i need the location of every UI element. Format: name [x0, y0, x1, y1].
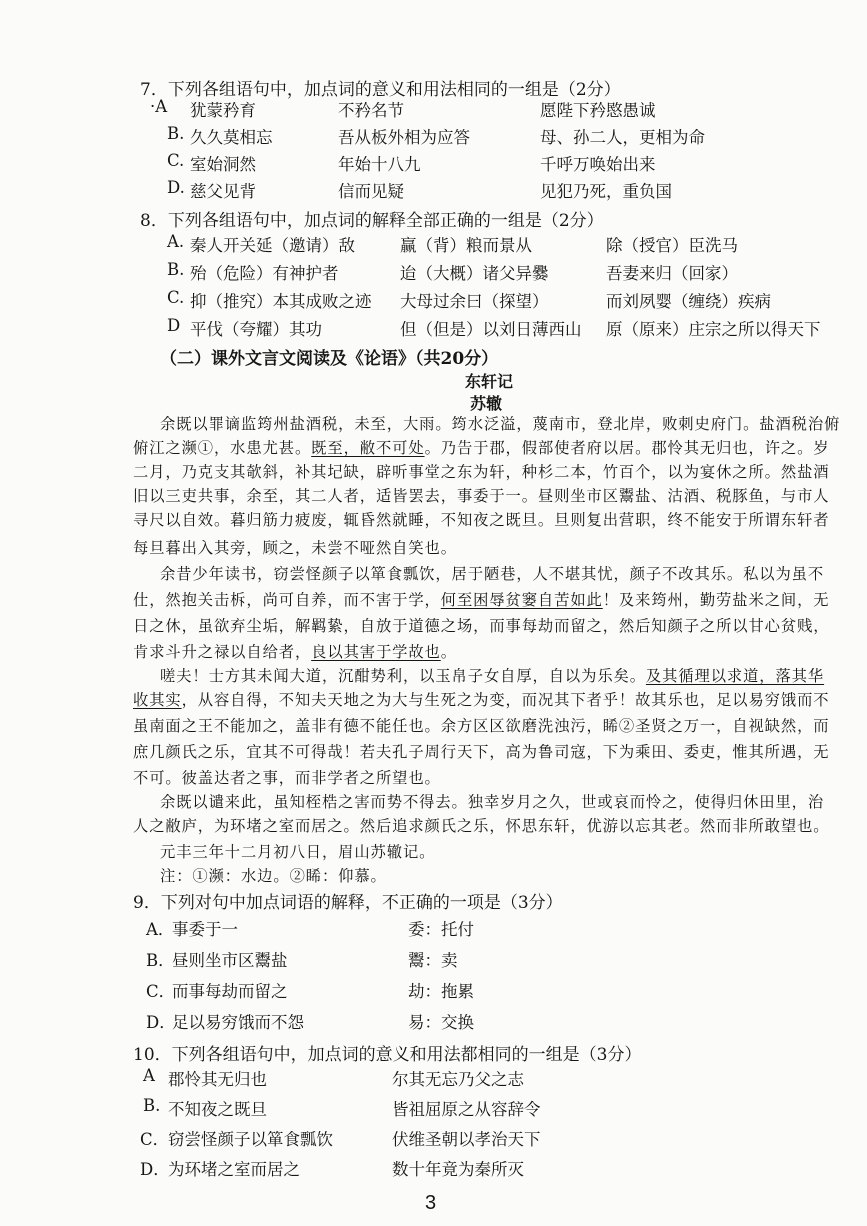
- option-label: C.: [167, 288, 185, 307]
- option-text-3: 愿陛下矜愍愚诚: [540, 101, 656, 120]
- q8-title: 8．下列各组语句中，加点词的解释全部正确的一组是（2分）: [140, 211, 604, 231]
- option-text-1: 郡怜其无归也: [168, 1070, 267, 1089]
- option-label: A．: [146, 920, 175, 939]
- passage-notes: 注：①濒：水边。②睎：仰慕。: [160, 867, 387, 885]
- option-text-1: 久久莫相忘: [190, 128, 273, 147]
- passage-text: 肯求斗升之禄以自给者，: [133, 643, 312, 661]
- option-text-2: 委：托付: [408, 920, 474, 939]
- option-text-2: 皆祖屈原之从容辞令: [392, 1100, 541, 1119]
- option-label: D: [167, 316, 181, 335]
- option-label: D．: [146, 1013, 176, 1032]
- option-text-3: 千呼万唤始出来: [540, 155, 656, 174]
- passage-line: [133, 640, 457, 662]
- option-text-2: 迨（大概）诸父异爨: [400, 264, 549, 283]
- passage-underlined-text: 收其实: [133, 691, 182, 709]
- q9-title: 9．下列对句中加点词语的解释，不正确的一项是（3分）: [133, 893, 563, 913]
- option-text-2: 年始十八九: [338, 155, 421, 174]
- option-text-2: 数十年竟为秦所灭: [392, 1160, 524, 1179]
- option-text-2: 信而见疑: [338, 182, 404, 201]
- option-text-1: 慈父见背: [190, 182, 256, 201]
- option-text-1: 而事每劫而留之: [172, 982, 288, 1001]
- option-text-2: 不矜名节: [338, 101, 404, 120]
- passage-underlined-text: 及其循理以求道，落其华: [645, 667, 825, 685]
- passage-line: [160, 664, 824, 686]
- passage-line: 寻尺以自效。暮归筋力疲废，辄昏然就睡，不知夜之既旦。旦则复出营职，终不能安于所谓东轩者: [133, 511, 830, 529]
- option-text-2: 尔其无忘乃父之志: [392, 1070, 524, 1089]
- option-label: ·A: [150, 97, 168, 116]
- option-text-3: 吾妻来归（回家）: [606, 264, 738, 283]
- passage-text: 。乃告于郡，假部使者府以居。郡怜其无归也，许之。岁: [424, 439, 830, 457]
- passage-title: 东轩记: [465, 372, 514, 391]
- option-text-1: 不知夜之既旦: [168, 1100, 267, 1119]
- passage-line: 庶几颜氏之乐，宜其不可得哉！若夫孔子周行天下，高为鲁司寇，下为乘田、委吏，惟其所遇，无: [133, 743, 830, 761]
- passage-text: 仕，然抱关击柝，尚可自养，而不害于学，: [133, 591, 441, 609]
- option-text-2: 大母过余曰（探望）: [400, 292, 549, 311]
- option-text-2: 但（但是）以刘日薄西山: [400, 320, 582, 339]
- option-label: A.: [167, 232, 185, 251]
- option-text-3: 母、孙二人，更相为命: [540, 128, 705, 147]
- option-label: B.: [167, 124, 185, 143]
- passage-line: 每旦暮出入其旁，顾之，未尝不哑然自笑也。: [133, 539, 457, 557]
- section-title: （二）课外文言文阅读及《论语》（共20分）: [160, 349, 499, 369]
- q10-title: 10．下列各组语句中，加点词的意义和用法都相同的一组是（3分）: [133, 1045, 642, 1065]
- option-label: B．: [146, 951, 175, 970]
- passage-line: 日之休，虽欲弃尘垢，解羁絷，自放于道德之场，而事每劫而留之，然后知颜子之所以甘心贫贱，: [133, 617, 830, 635]
- passage-line: 余昔少年读书，窃尝怪颜子以箪食瓢饮，居于陋巷，人不堪其忧，颜子不改其乐。私以为虽不: [160, 565, 825, 583]
- option-label: B.: [143, 1096, 161, 1115]
- passage-date: 元丰三年十二月初八日，眉山苏辙记。: [160, 843, 436, 861]
- option-text-2: 吾从板外相为应答: [338, 128, 470, 147]
- option-text-2: 劫：拖累: [408, 982, 474, 1001]
- passage-underlined-text: 何至困辱贫窭自苦如此: [440, 591, 603, 609]
- passage-line: 旧以三吏共事，余至，其二人者，适皆罢去，事委于一。昼则坐市区鬻盐、沽酒、税豚鱼，与市人: [133, 487, 830, 505]
- passage-author: 苏辙: [470, 394, 503, 413]
- option-text-3: 而刘夙婴（缠绕）疾病: [606, 292, 771, 311]
- option-text-2: 赢（背）粮而景从: [400, 236, 532, 255]
- passage-line: 人之敝庐，为环堵之室而居之。然后追求颜氏之乐，怀思东轩，优游以忘其老。然而非所敢望也。: [133, 817, 830, 835]
- passage-line: [133, 436, 830, 458]
- option-label: A: [143, 1066, 155, 1085]
- passage-underlined-text: 良以其害于学故也: [311, 643, 441, 661]
- passage-line: 余既以谴来此，虽知桎梏之害而势不得去。独幸岁月之久，世或哀而怜之，使得归休田里，治: [160, 793, 825, 811]
- option-text-1: 犹蒙矜育: [190, 101, 256, 120]
- passage-text: 。: [440, 643, 457, 661]
- option-text-1: 抑（推究）本其成败之迹: [190, 292, 372, 311]
- passage-text: 俯江之濒①，水患尤甚。: [133, 439, 312, 457]
- passage-line: 余既以罪谪监筠州盐酒税，未至，大雨。筠水泛溢，蔑南市，登北岸，败刺史府门。盐酒税治俯: [160, 415, 841, 433]
- option-text-1: 殆（危险）有神护者: [190, 264, 339, 283]
- option-label: C．: [146, 982, 176, 1001]
- passage-line: 二月，乃克支其欹斜，补其圮缺，辟听事堂之东为轩，种杉二本，竹百个，以为宴休之所。然盐酒: [133, 463, 830, 481]
- passage-underlined-text: 既至，敝不可处: [311, 439, 425, 457]
- option-text-2: 鬻：卖: [408, 951, 458, 970]
- option-label: C．: [140, 1130, 170, 1149]
- option-text-1: 室始洞然: [190, 155, 256, 174]
- passage-line: 虽南面之王不能加之，盖非有德不能任也。余方区区欲磨洗浊污，睎②圣贤之万一，自视缺然，而: [133, 717, 830, 735]
- passage-line: 不可。彼盖达者之事，而非学者之所望也。: [133, 769, 441, 787]
- option-text-1: 事委于一: [172, 920, 238, 939]
- option-text-1: 昼则坐市区鬻盐: [172, 951, 288, 970]
- option-text-3: 除（授官）臣洗马: [606, 236, 738, 255]
- option-text-3: 见犯乃死，重负国: [540, 182, 672, 201]
- passage-text: ，从容自得，不知夫天地之为大与生死之为变，而况其下者乎！故其乐也，足以易穷饿而不: [181, 691, 830, 709]
- q7-title: 7．下列各组语句中，加点词的意义和用法相同的一组是（2分）: [140, 80, 621, 100]
- option-text-3: 原（原来）庄宗之所以得天下: [606, 320, 821, 339]
- passage-text: 嗟夫！士方其未闻大道，沉酣势利，以玉帛子女自厚，自以为乐矣。: [160, 667, 646, 685]
- passage-text: ！及来筠州，勤劳盐米之间，无: [602, 591, 830, 609]
- option-text-1: 平伐（夸耀）其功: [190, 320, 322, 339]
- option-label: C.: [167, 151, 185, 170]
- option-text-2: 易：交换: [408, 1013, 474, 1032]
- option-text-1: 秦人开关延（邀请）敌: [190, 236, 355, 255]
- option-text-1: 为环堵之室而居之: [168, 1160, 300, 1179]
- option-label: B.: [167, 260, 185, 279]
- page-number: 3: [425, 1192, 437, 1214]
- option-text-2: 伏维圣朝以孝治天下: [392, 1130, 541, 1149]
- option-label: D.: [167, 178, 185, 197]
- passage-line: [133, 688, 829, 710]
- option-text-1: 窃尝怪颜子以箪食瓢饮: [168, 1130, 333, 1149]
- option-text-1: 足以易穷饿而不怨: [172, 1013, 304, 1032]
- passage-line: [133, 588, 830, 610]
- option-label: D．: [140, 1160, 170, 1179]
